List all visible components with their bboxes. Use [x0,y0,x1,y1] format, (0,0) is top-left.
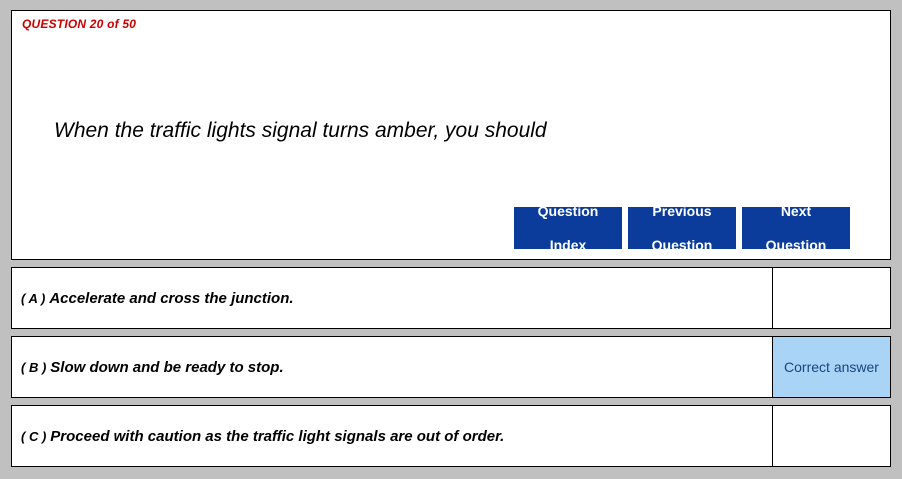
question-index-button-line2: Index [549,236,587,253]
question-counter: QUESTION 20 of 50 [22,17,137,31]
navigation-buttons [514,202,850,253]
next-question-button-line2: Question [765,236,827,253]
answer-option-b-content [12,337,772,397]
next-question-button[interactable] [742,202,850,253]
answer-option-a-content [12,268,772,328]
answer-option-a-text: Accelerate and cross the junction. [49,289,294,307]
answer-option-c-letter: ( C ) [21,428,47,444]
answer-option-a-marker [772,268,890,328]
question-text: When the traffic lights signal turns amber, you should [54,119,547,142]
next-question-button-line1: Next [780,202,812,219]
answer-option-a-letter: ( A ) [21,290,46,306]
correct-answer-badge: Correct answer [772,337,890,397]
answer-option-b[interactable] [11,336,891,398]
answer-option-c-marker [772,406,890,466]
previous-question-button-line2: Question [651,236,713,253]
answer-option-c[interactable] [11,405,891,467]
previous-question-button-line1: Previous [652,202,712,219]
question-panel [11,10,891,260]
answer-option-c-content [12,406,772,466]
question-index-button[interactable] [514,202,622,253]
answer-option-b-text: Slow down and be ready to stop. [50,358,284,376]
answer-option-b-letter: ( B ) [21,359,47,375]
answer-list [11,267,891,467]
previous-question-button[interactable] [628,202,736,253]
answer-option-c-text: Proceed with caution as the traffic light signals are out of order. [50,427,505,445]
question-index-button-line1: Question [537,202,599,219]
answer-option-a[interactable] [11,267,891,329]
